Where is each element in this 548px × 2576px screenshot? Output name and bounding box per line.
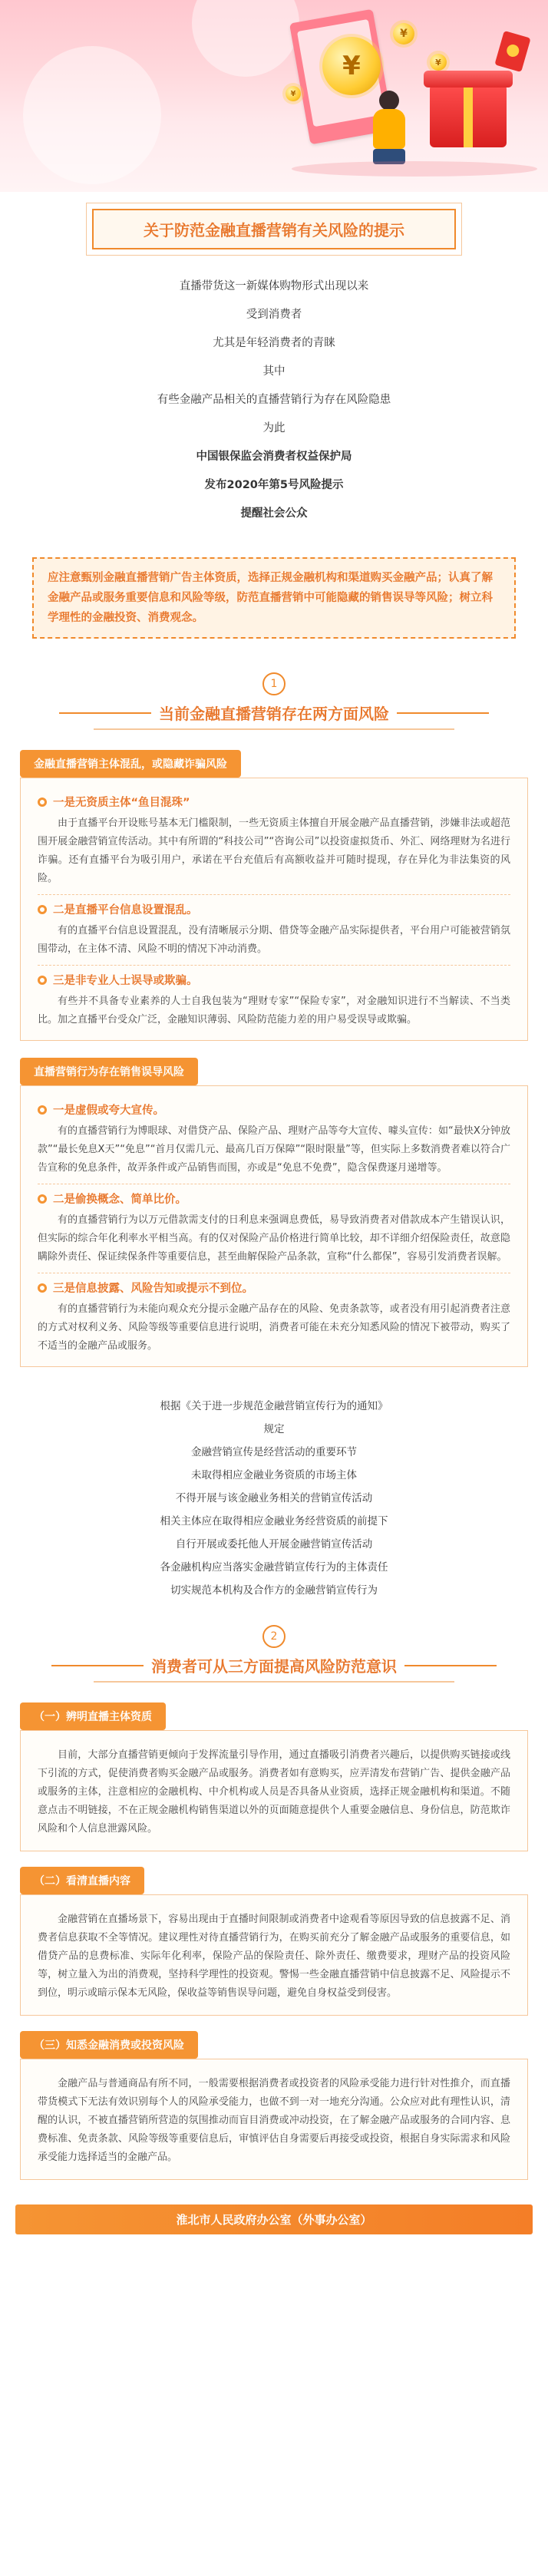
basis-line: 各金融机构应当落实金融营销宣传行为的主体责任 — [160, 1561, 388, 1574]
notice-box: 应注意甄别金融直播营销广告主体资质，选择正规金融机构和渠道购买金融产品；认真了解金融产品或服务重要信息和风险等级，防范直播营销中可能隐藏的销售误导等风险；树立科学理性的金融投资、消费观念。 — [32, 557, 516, 639]
panel-body — [20, 1085, 528, 1367]
panel-b — [0, 1058, 548, 1367]
panel-body — [20, 778, 528, 1041]
red-envelope-icon — [494, 31, 530, 72]
intro-line: 受到消费者 — [246, 309, 302, 321]
footer-source: 淮北市人民政府办公室（外事办公室） — [15, 2204, 533, 2234]
risk-item-title — [38, 1280, 510, 1296]
coin-icon: ¥ — [286, 86, 301, 101]
advice-text: 目前，大部分直播营销更倾向于发挥流量引导作用，通过直播吸引消费者兴趣后，以提供购买链接或线下引流的方式，促使消费者购买金融产品或服务。消费者如有意购买，应弄清发布营销广告、提供金融产品或服务的主体，注意相应的金融机构、中介机构或人员是否具备从业资质，选择正规金融机构和渠道。不随意点击不明链接，不在正规金融机构销售渠道以外的页面随意提供个人重要金融信息、身份信息，防范欺诈风险和个人信息泄露风险。 — [38, 1749, 510, 1835]
gift-lid-icon — [424, 71, 513, 88]
page-title: 关于防范金融直播营销有关风险的提示 — [92, 209, 456, 249]
advice-block — [0, 1702, 548, 1851]
risk-item-label: 一是虚假或夸大宣传。 — [53, 1105, 164, 1117]
risk-item-label: 三是非专业人士误导或欺骗。 — [53, 975, 198, 987]
divider — [404, 1665, 497, 1666]
panel-a — [0, 750, 548, 1041]
section-number: 2 — [262, 1625, 286, 1648]
floor-shadow — [292, 161, 537, 177]
issuer-line: 发布2020年第5号风险提示 — [204, 479, 344, 491]
risk-item-title — [38, 794, 510, 810]
decor-circle — [23, 46, 161, 184]
section-title: 当前金融直播营销存在两方面风险 — [159, 705, 389, 723]
basis-line: 未取得相应金融业务资质的市场主体 — [191, 1469, 357, 1481]
advice-tab: （三）知悉金融消费或投资风险 — [20, 2031, 198, 2059]
hero-banner — [0, 0, 548, 192]
advice-tab: （二）看清直播内容 — [20, 1867, 144, 1894]
panel-tab: 金融直播营销主体混乱，或隐藏诈骗风险 — [20, 750, 241, 778]
intro-line: 有些金融产品相关的直播营销行为存在风险隐患 — [157, 394, 391, 406]
bullet-circle-icon — [38, 1105, 47, 1115]
divider — [397, 712, 489, 714]
coin-icon: ¥ — [393, 23, 414, 45]
advice-body — [20, 1894, 528, 2016]
person-illustration — [373, 91, 405, 164]
bullet-circle-icon — [38, 905, 47, 914]
intro-line: 直播带货这一新媒体购物形式出现以来 — [179, 280, 369, 292]
divider — [38, 894, 510, 895]
risk-item-text: 有的直播平台信息设置混乱，没有清晰展示分期、借贷等金融产品实际提供者，平台用户可能被营销氛围带动，在主体不清、风险不明的情况下冲动消费。 — [38, 925, 510, 955]
basis-line: 金融营销宣传是经营活动的重要环节 — [191, 1446, 357, 1458]
basis-line: 相关主体应在取得相应金融业务经营资质的前提下 — [160, 1515, 388, 1527]
risk-item-text: 有的直播营销行为以万元借款需支付的日利息来强调息费低，易导致消费者对借款成本产生错误认识，但实际的综合年化利率水平相当高。有的仅对保险产品价格进行简单比较，却不详细介绍保险责任，故意隐瞒除外责任、保证续保条件等重要信息，甚至曲解保险产品条款，宣称“什么都保”，容易引发消费者误解。 — [38, 1214, 510, 1263]
bullet-circle-icon — [38, 1194, 47, 1204]
basis-line: 不得开展与该金融业务相关的营销宣传活动 — [175, 1492, 373, 1504]
bullet-circle-icon — [38, 798, 47, 807]
issuer-line: 中国银保监会消费者权益保护局 — [196, 451, 352, 463]
bullet-circle-icon — [38, 1283, 47, 1293]
gift-box-icon — [430, 84, 507, 147]
advice-block — [0, 2031, 548, 2180]
coin-icon: ¥ — [430, 54, 447, 71]
panel-tab: 直播营销行为存在销售误导风险 — [20, 1058, 198, 1085]
risk-item-label: 二是偷换概念、简单比价。 — [53, 1194, 187, 1206]
section2-header — [0, 1625, 548, 1683]
risk-item-text: 有的直播营销行为博眼球、对借贷产品、保险产品、理财产品等夸大宣传、噱头宣传：如“最快X分钟放款”“最长免息X天”“免息”“首月仅需几元、最高几百万保障”“限时限量”等，但实际上多数消费者难以符合广告宣称的免息条件，故弄条件或产品销售而围，亦或是“免息不免费”，隐含保费逐月递增等。 — [38, 1125, 510, 1174]
basis-line: 规定 — [263, 1423, 285, 1435]
issuer-line: 提醒社会公众 — [240, 507, 308, 520]
decor-circle — [192, 0, 299, 77]
section-title: 消费者可从三方面提高风险防范意识 — [151, 1657, 397, 1676]
divider — [94, 728, 454, 730]
intro-line: 尤其是年轻消费者的青睐 — [213, 337, 335, 349]
section1-header — [0, 672, 548, 730]
risk-item-title — [38, 972, 510, 988]
regulation-basis — [0, 1395, 548, 1602]
risk-item-title — [38, 1191, 510, 1207]
intro-line: 其中 — [262, 365, 286, 378]
bullet-circle-icon — [38, 976, 47, 985]
divider — [59, 712, 151, 714]
basis-line: 根据《关于进一步规范金融营销宣传行为的通知》 — [160, 1400, 388, 1412]
divider — [38, 965, 510, 966]
advice-tab: （一）辨明直播主体资质 — [20, 1702, 166, 1730]
advice-text: 金融产品与普通商品有所不同，一般需要根据消费者或投资者的风险承受能力进行针对性推介，而直播带货模式下无法有效识别每个人的风险承受能力，也做不到一对一地充分沟通。公众应对此有理性认识，清醒的认识，不被直播营销所营造的氛围推动而盲目消费或冲动投资，在了解金融产品或服务的合同内容、息费标准、免责条款、风险等级等重要信息后，审慎评估自身需要后再接受或投资，根据自身实际需求和风险承受能力选择适当的金融产品。 — [38, 2078, 510, 2163]
basis-line: 切实规范本机构及合作方的金融营销宣传行为 — [170, 1584, 378, 1597]
section-number: 1 — [262, 672, 286, 695]
divider — [94, 1681, 454, 1683]
risk-item-title — [38, 1101, 510, 1118]
intro-block — [0, 272, 548, 528]
basis-line: 自行开展或委托他人开展金融营销宣传活动 — [175, 1538, 373, 1551]
risk-item-text: 有些并不具备专业素养的人士自我包装为“理财专家”“保险专家”，对金融知识进行不当解读、不当类比。加之直播平台受众广泛，金融知识薄弱、风险防范能力差的用户易受误导或欺骗。 — [38, 996, 510, 1025]
risk-item-text: 由于直播平台开设账号基本无门槛限制，一些无资质主体擅自开展金融产品直播营销，涉嫌非法或超范围开展金融营销宣传活动。其中有所谓的“科技公司”“咨询公司”以投资虚拟货币、外汇、网络理财为名进行诈骗。还有直播平台为吸引用户，承诺在平台充值后有高额收益并可随时提现，存在异化为非法集资的风险。 — [38, 817, 510, 884]
advice-body — [20, 1730, 528, 1851]
risk-item-label: 二是直播平台信息设置混乱。 — [53, 904, 198, 916]
divider — [51, 1665, 144, 1666]
advice-text: 金融营销在直播场景下，容易出现由于直播时间限制或消费者中途观看等原因导致的信息披露不足、消费者信息获取不全等情况。建议理性对待直播营销行为，在购买前充分了解金融产品或服务的重要信息，如借贷产品的息费标准、实际年化利率，保险产品的保险责任、除外责任、缴费要求，理财产品的投资风险等，树立量入为出的消费观，坚持科学理性的投资观。警惕一些金融直播营销中信息披露不足、风险提示不到位，明示或暗示保本无风险，保收益等销售误导问题，避免自身权益受到侵害。 — [38, 1914, 510, 1999]
yuan-coin-icon: ¥ — [322, 37, 381, 95]
intro-line: 为此 — [262, 422, 286, 434]
advice-block — [0, 1867, 548, 2016]
risk-item-text: 有的直播营销行为未能向观众充分提示金融产品存在的风险、免责条款等，或者没有用引起消费者注意的方式对权利义务、风险等级等重要信息进行说明，消费者可能在未充分知悉风险的情况下被带动，购买了不适当的金融产品或服务。 — [38, 1303, 510, 1352]
advice-body — [20, 2059, 528, 2180]
risk-item-label: 三是信息披露、风险告知或提示不到位。 — [53, 1283, 253, 1295]
risk-item-label: 一是无资质主体“鱼目混珠” — [53, 797, 190, 809]
risk-item-title — [38, 901, 510, 917]
